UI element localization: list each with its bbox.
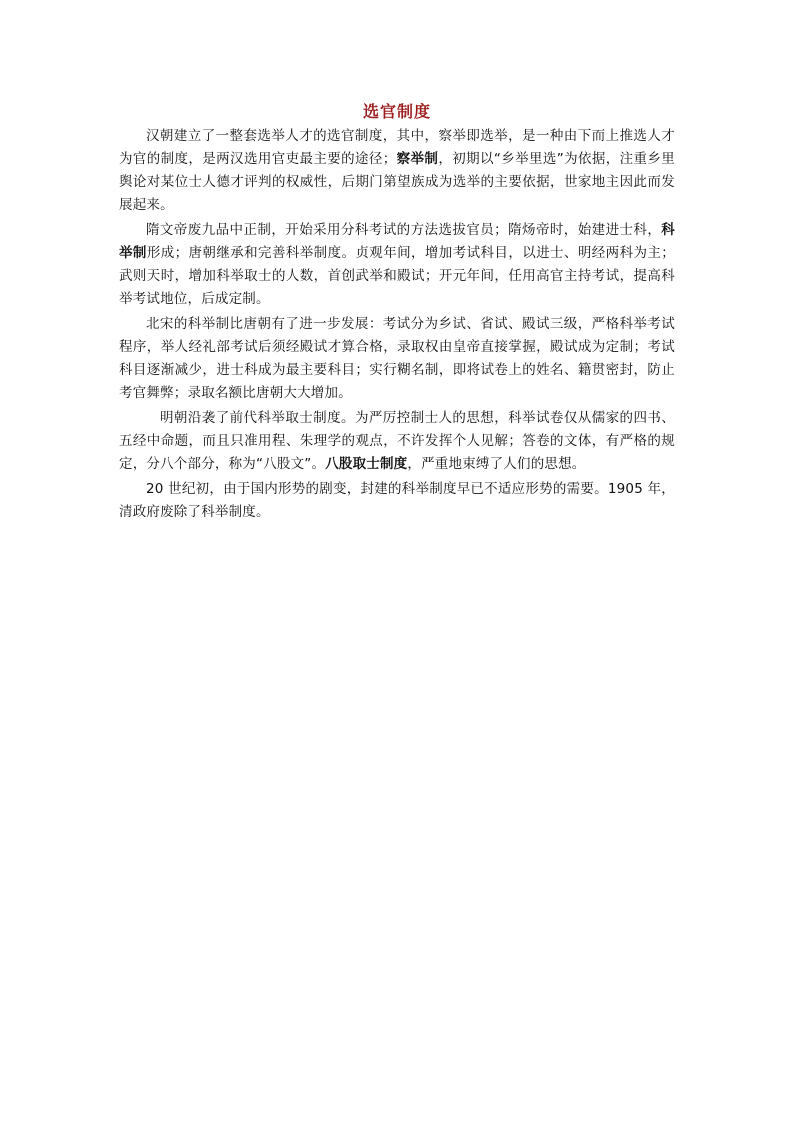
paragraph-text: ，初期以“乡举里选”为依据，注重乡里舆论对某位士人德才评判的权威性，后期门第望族成为选举的主要依据，世家地主因此而发展起来。 <box>119 151 676 213</box>
document-page <box>119 100 675 526</box>
paragraph-text: ，严重地束缚了人们的思想。 <box>407 456 586 472</box>
paragraph-text: 明朝沿袭了前代科举取士制度。为严厉控制士人的思想，科举试卷仅从儒家的四书、五经中命题，而且只准用程、朱理学的观点，不许发挥个人见解；答卷的文体，有严格的规定，分八个部分，称为“八股文”。 <box>119 410 675 472</box>
bold-term-chaju: 察举制 <box>396 151 439 167</box>
paragraph-text: 北宋的科举制比唐朝有了进一步发展：考试分为乡试、省试、殿试三级，严格科举考试程序，举人经礼部考试后须经殿试才算合格，录取权由皇帝直接掌握，殿试成为定制；考试科目逐渐减少，进士科成为最主要科目；实行糊名制，即将试卷上的姓名、籍贯密封，防止考官舞弊；录取名额比唐朝大大增加。 <box>119 316 675 401</box>
paragraph-text: 20 世纪初，由于国内形势的剧变，封建的科举制度早已不适应形势的需要。1905 年，清政府废除了科举制度。 <box>119 481 675 520</box>
paragraph-ming-dynasty <box>119 407 675 476</box>
paragraph-northern-song <box>119 313 675 405</box>
bold-term-baguqushi: 八股取士制度 <box>325 456 408 472</box>
paragraph-text: 汉朝建立了一整套选举人才的选官制度，其中，察举即选举，是一种由下而上推选人才为官的制度，是两汉选用官吏最主要的途径； <box>119 128 675 167</box>
paragraph-text: 形成；唐朝继承和完善科举制度。贞观年间，增加考试科目，以进士、明经两科为主；武则天时，增加科举取士的人数，首创武举和殿试；开元年间，任用高官主持考试，提高科举考试地位，后成定制。 <box>119 245 675 307</box>
bold-term-keju: 科举制 <box>119 222 675 261</box>
document-title: 选官制度 <box>362 102 431 121</box>
paragraph-early-20th-century <box>119 478 675 524</box>
paragraph-sui-tang <box>119 219 675 311</box>
paragraph-han-dynasty <box>119 125 675 217</box>
paragraph-text: 隋文帝废九品中正制，开始采用分科考试的方法选拔官员；隋炀帝时，始建进士科， <box>146 222 662 238</box>
